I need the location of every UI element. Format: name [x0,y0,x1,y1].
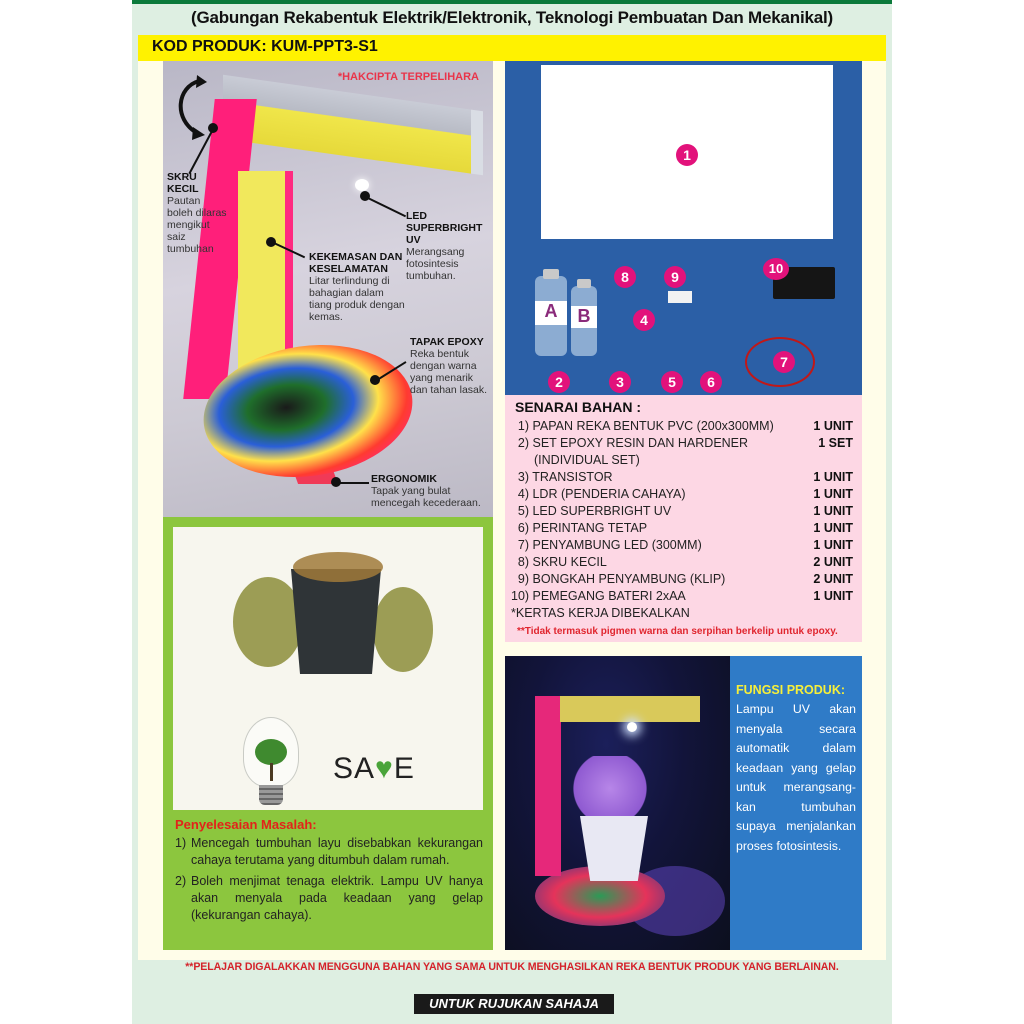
marker-8: 8 [614,266,636,288]
list-item: 7) PENYAMBUNG LED (300MM) 1 UNIT [517,538,853,552]
callout-finishing: KEKEMASAN DAN KESELAMATAN Litar terlindung di bahagian dalam tiang produk dengan kemas. [309,251,405,323]
reference-only-label: UNTUK RUJUKAN SAHAJA [414,994,614,1014]
callout-led: LED SUPERBRIGHT UV Merangsang fotosintesis tumbuhan. [406,210,483,282]
flower-pot [580,816,648,881]
marker-5: 5 [661,371,683,393]
top-rule [132,0,892,4]
connector-clip [668,291,692,303]
marker-2: 2 [548,371,570,393]
save-electricity-logo: SA♥E [333,752,415,785]
led-light [627,722,637,732]
lamp-arm [560,696,700,722]
callout-epoxy-base: TAPAK EPOXY Reka bentuk dengan warna yang menarik dan tahan lasak. [410,336,488,396]
callout-ergonomic: ERGONOMIK Tapak yang bulat mencegah kecederaan. [371,473,481,509]
list-item: 10) PEMEGANG BATERI 2xAA 1 UNIT [511,589,853,603]
rotate-arrow-icon [169,73,209,141]
dry-stems [293,552,383,582]
marker-7: 7 [773,351,795,373]
callout-screw: SKRU KECIL Pautan boleh dilaras mengikut saiz tumbuhan [167,171,227,255]
callout-dot [360,191,370,201]
list-item: 6) PERINTANG TETAP 1 UNIT [517,521,853,535]
marker-6: 6 [700,371,722,393]
marker-1: 1 [676,144,698,166]
solution-item: 2) Boleh menjimat tenaga elektrik. Lampu UV hanya akan menyala pada keadaan yang gelap (kekurangan cahaya). [175,874,483,922]
marker-10: 10 [763,258,789,280]
bulb-base [259,785,283,805]
pigment-warning: **Tidak termasuk pigmen warna dan serpihan berkelip untuk epoxy. [517,626,838,637]
wilted-leaves [233,577,303,667]
parts-photo [505,61,862,395]
plant-pot [291,569,381,674]
page-subtitle: (Gabungan Rekabentuk Elektrik/Elektronik, Teknologi Pembuatan Dan Mekanikal) [191,8,833,27]
callout-line [368,197,406,217]
marker-4: 4 [633,309,655,331]
materials-list [505,395,862,642]
materials-title: SENARAI BAHAN : [515,399,641,415]
solution-item: 1) Mencegah tumbuhan layu disebabkan kekurangan cahaya terutama yang ditumbuh dalam rumah. [175,836,483,867]
tree-icon [255,739,287,765]
lamp-arm [223,75,483,176]
callout-line [339,482,369,484]
student-note: **PELAJAR DIGALAKKAN MENGGUNA BAHAN YANG SAMA UNTUK MENGHASILKAN REKA BENTUK PRODUK YANG BERLAINAN. [185,961,839,973]
problem-illustration [173,527,483,810]
problem-solving-title: Penyelesaian Masalah: [175,817,317,832]
list-item: 1) PAPAN REKA BENTUK PVC (200x300MM) 1 UNIT [517,419,853,433]
list-item: 8) SKRU KECIL 2 UNIT [517,555,853,569]
product-sheet [132,0,892,1024]
bottle-label-a: A [535,301,567,325]
product-function-box [730,656,862,950]
hands-icon: ♥ [375,752,394,785]
lamp-night-photo [505,656,730,950]
led-light [355,179,369,191]
lamp-pillar [535,696,561,876]
content-panel [138,35,886,973]
list-item: 9) BONGKAH PENYAMBUNG (KLIP) 2 UNIT [517,572,853,586]
marker-9: 9 [664,266,686,288]
product-code: KOD PRODUK: KUM-PPT3-S1 [152,38,378,55]
list-item: 2) SET EPOXY RESIN DAN HARDENER 1 SET [517,436,853,450]
lamp-product-photo [163,61,493,517]
wilted-leaves [373,587,433,672]
list-item-continuation: (INDIVIDUAL SET) [534,453,640,467]
problem-solving-box [163,517,493,950]
product-code-bar [138,35,886,61]
list-item: 3) TRANSISTOR 1 UNIT [517,470,853,484]
flower [570,756,650,821]
list-item: 4) LDR (PENDERIA CAHAYA) 1 UNIT [517,487,853,501]
list-item: 5) LED SUPERBRIGHT UV 1 UNIT [517,504,853,518]
tree-trunk [270,763,273,781]
function-title: FUNGSI PRODUK: [736,683,846,697]
callout-dot [208,123,218,133]
worksheet-note: *KERTAS KERJA DIBEKALKAN [511,606,690,620]
bottle-cap [543,269,559,279]
copyright-note: *HAKCIPTA TERPELIHARA [337,71,479,83]
marker-3: 3 [609,371,631,393]
function-text: Lampu UV akan menyala secara automatik dalam keadaan yang gelap untuk merangsang-kan tumbuhan supaya menjalankan proses fotosintesis. [736,702,856,853]
bottle-label-b: B [571,306,597,328]
bottle-cap [577,279,591,288]
